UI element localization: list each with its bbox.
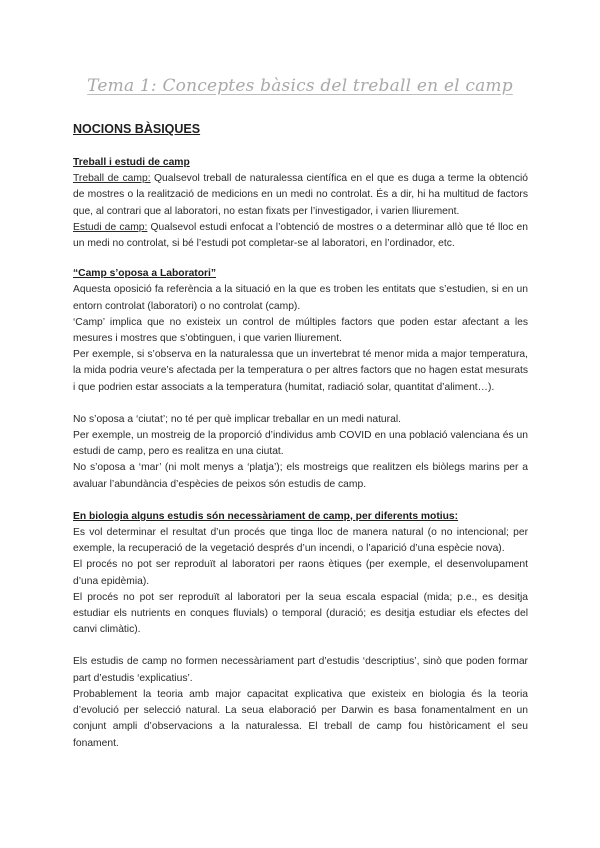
section-heading-treball-estudi: Treball i estudi de camp [73,157,190,168]
definition-text: Qualsevol treball de naturalessa científica en el que es duga a terme la obtenció de mostres o la realització de medicions en un medi no controlat. És a dir, hi ha multitud de factors que, al contrari que al laboratori, no estan fixats per l’investigador, i varien lliurement. [73,173,528,217]
paragraph: ‘Camp’ implica que no existeix un control de múltiples factors que poden estar afectant a les mesures i mostres que s’obtinguen, i que varien lliurement. [73,316,528,345]
definition-treball-de-camp [73,171,528,220]
document-title: Tema 1: Conceptes bàsics del treball en el camp [87,76,513,96]
paragraph: Aquesta oposició fa referència a la situació en la que es troben les entitats que s’estudien, si en un entorn controlat (laboratori) o no controlat (camp). [73,284,528,312]
paragraph: Els estudis de camp no formen necessàriament part d’estudis ‘descriptius’, sinò que poden formar part d’estudis ‘explicatius’. [73,656,528,684]
main-heading: NOCIONS BÀSIQUES [73,122,201,136]
paragraph: Per exemple, un mostreig de la proporció d’individus amb COVID en una població valenciana és un estudi de camp, pero es realitza en una ciutat. [73,430,528,458]
paragraph: Per exemple, si s’observa en la naturalessa que un invertebrat té menor mida a major temperatura, la mida podria veure’s afectada per la temperatura o per altres factors que no hagen estat mesurats i que podrien estar associats a la temperatura (humitat, radiació solar, quantitat d’aliment…). [73,349,528,393]
paragraph: No s’oposa a ‘ciutat’; no té per què implicar treballar en un medi natural. [73,413,401,425]
term-estudi-de-camp: Estudi de camp: [73,221,148,233]
section-heading-camp-laboratori: “Camp s’oposa a Laboratori” [73,268,217,280]
paragraph: El procés no pot ser reproduït al laboratori per la seua escala espacial (mida; p.e., es desitja estudiar els nutrients en conques fluvials) o temporal (duració; es desitja estudiar els efectes del canvi climàtic). [73,591,528,636]
paragraph: Es vol determinar el resultat d’un procés que tinga lloc de manera natural (o no intencional; per exemple, la recuperació de la vegetació després d’un incendi, o l’aparició d’una espècie nova). [73,527,528,555]
paragraph: Probablement la teoria amb major capacitat explicativa que existeix en biologia és la teoria d’evolució per selecció natural. La seua elaboració per Darwin es basa fonamentalment en un conjunt ampli d’observacions a la naturalessa. El treball de camp fou històricament el seu fonament. [73,688,528,749]
paragraph: No s’oposa a ‘mar’ (ni molt menys a ‘platja’); els mostreigs que realitzen els biòlegs marins per a avaluar l’abundància d’espècies de peixos són estudis de camp. [73,462,528,490]
document-body [73,121,528,752]
definition-text: Qualsevol estudi enfocat a l’obtenció de mostres o a determinar allò que té lloc en un medi no controlat, si bé l’estudi pot completar-se al laboratori, en l’ordinador, etc. [73,221,528,250]
definition-estudi-de-camp [73,220,528,252]
term-treball-de-camp: Treball de camp: [73,173,151,185]
paragraph: El procés no pot ser reproduït al laboratori per raons ètiques (per exemple, el desenvolupament d’una epidèmia). [73,559,528,587]
section-heading-biologia-motius: En biologia alguns estudis són necessàriament de camp, per diferents motius: [73,510,459,522]
